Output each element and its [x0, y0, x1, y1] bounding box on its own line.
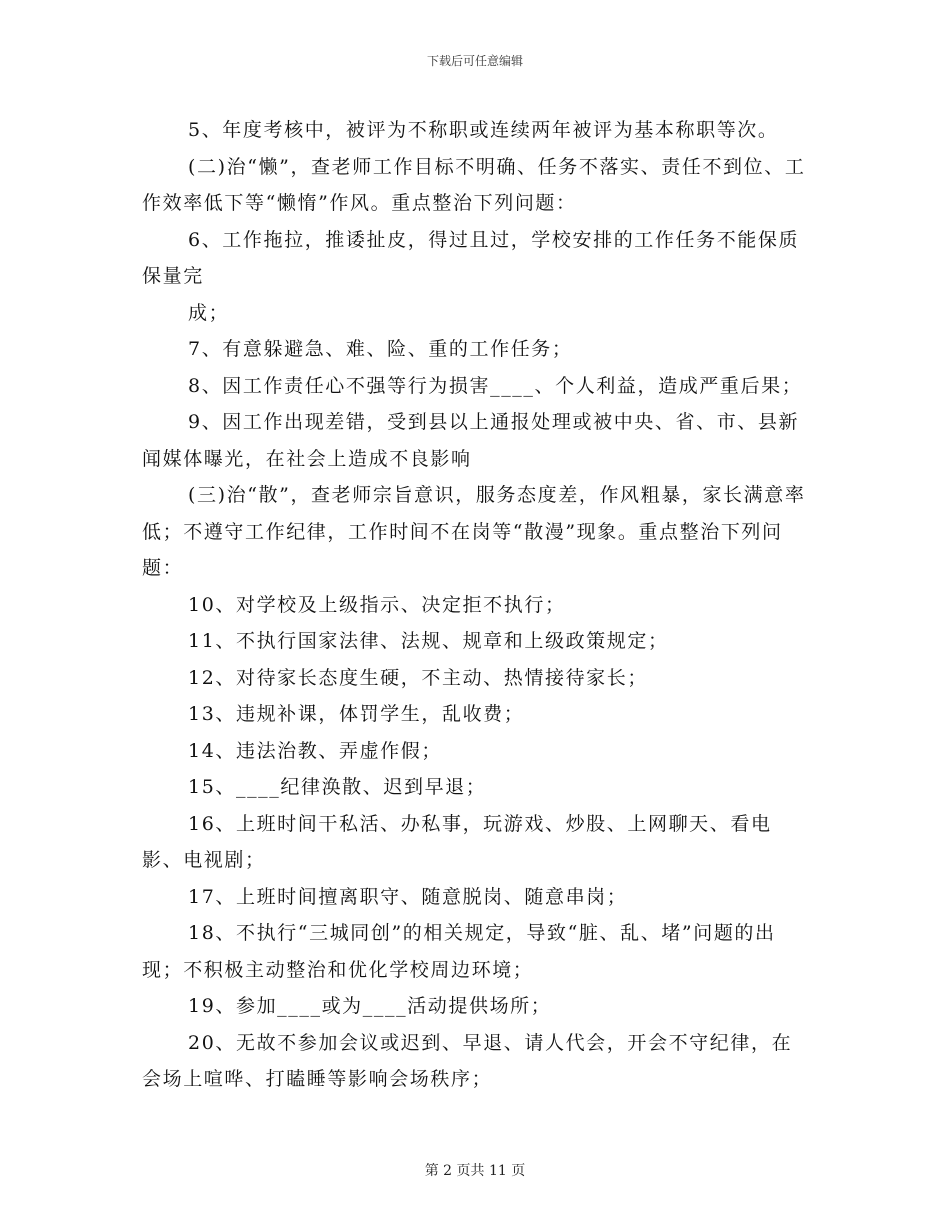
page-header: 下载后可任意编辑	[426, 54, 523, 68]
paragraph-item-18: 18、不执行“三城同创”的相关规定，导致“脏、乱、堵”问题的出现；不积极主动整治和优化学校周边环境；	[142, 922, 776, 981]
paragraph-item-15: 15、____纪律涣散、迟到早退；	[188, 776, 487, 798]
paragraph-item-17: 17、上班时间擅离职守、随意脱岗、随意串岗；	[188, 885, 628, 908]
page-footer: 第 2 页共 11 页	[424, 1163, 526, 1179]
paragraph-item-10: 10、对学校及上级指示、决定拒不执行；	[188, 593, 566, 616]
paragraph-item-20: 20、无故不参加会议或迟到、早退、请人代会，开会不守纪律，在会场上喧哗、打瞌睡等影响会场秩序；	[142, 1031, 793, 1090]
paragraph-item-6-continued: 成；	[188, 301, 230, 324]
paragraph-item-16: 16、上班时间干私活、办私事，玩游戏、炒股、上网聊天、看电影、电视剧；	[142, 812, 772, 871]
paragraph-item-11: 11、不执行国家法律、法规、规章和上级政策规定；	[188, 630, 669, 652]
paragraph-section-3: (三)治“散”，查老师宗旨意识，服务态度差，作风粗暴，家长满意率低；不遵守工作纪律，工作时间不在岗等“散漫”现象。重点整治下列问题：	[142, 484, 806, 579]
document-body	[142, 112, 812, 1098]
paragraph-section-2: (二)治“懒”，查老师工作目标不明确、任务不落实、责任不到位、工作效率低下等“懒惰”作风。重点整治下列问题：	[142, 155, 806, 214]
paragraph-item-13: 13、违规补课，体罚学生，乱收费；	[188, 703, 525, 725]
paragraph-item-12: 12、对待家长态度生硬，不主动、热情接待家长；	[188, 666, 648, 689]
paragraph-item-7: 7、有意躲避急、难、险、重的工作任务；	[188, 338, 573, 360]
paragraph-item-9: 9、因工作出现差错，受到县以上通报处理或被中央、省、市、县新闻媒体曝光，在社会上造成不良影响	[142, 411, 800, 470]
paragraph-item-14: 14、违法治教、弄虚作假；	[188, 739, 442, 762]
paragraph-item-6: 6、工作拖拉，推诿扯皮，得过且过，学校安排的工作任务不能保质保量完	[142, 228, 800, 287]
paragraph-item-19: 19、参加____或为____活动提供场所；	[188, 995, 552, 1017]
paragraph-item-5: 5、年度考核中，被评为不称职或连续两年被评为基本称职等次。	[188, 119, 779, 141]
paragraph-item-8: 8、因工作责任心不强等行为损害____、个人利益，造成严重后果；	[188, 374, 803, 397]
